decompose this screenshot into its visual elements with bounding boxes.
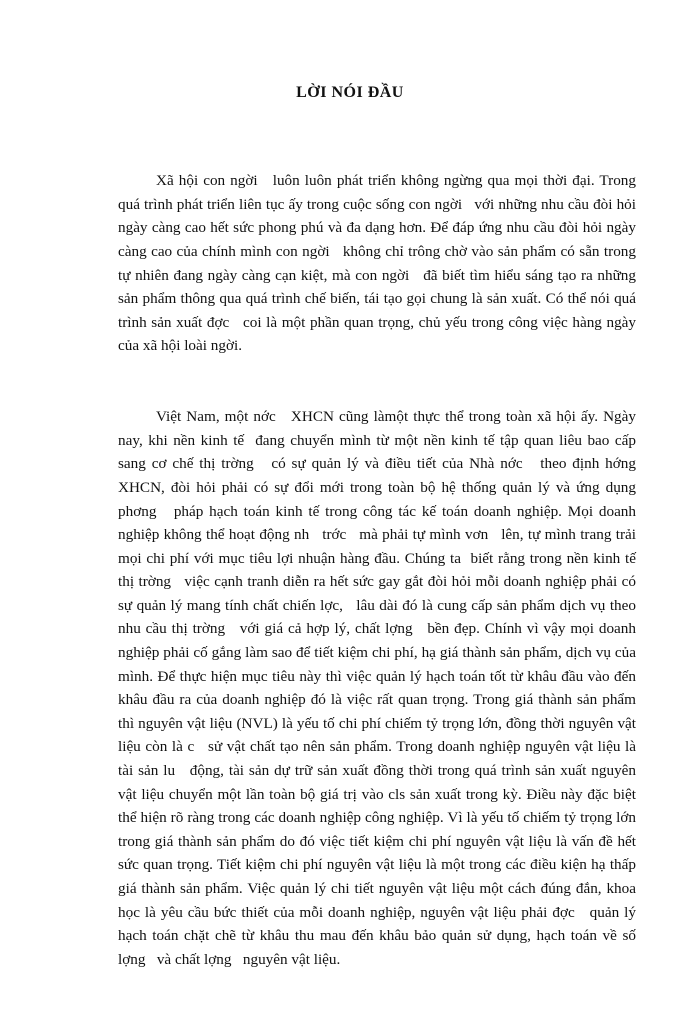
page-title: LỜI NÓI ĐẦU [296, 84, 404, 101]
paragraph-intro: Xã hội con ngời luôn luôn phát triển không ngừng qua mọi thời đại. Trong quá trình phát triển liên tục ấy trong cuộc sống con ngời với những nhu cầu đòi hỏi ngày càng cao hết sức phong phú và đa dạng hơn. Để đáp ứng nhu cầu đòi hỏi ngày càng cao của chính mình con ngời không chỉ trông chờ vào sản phẩm có sẵn trong tự nhiên đang ngày càng cạn kiệt, mà con ngời đã biết tìm hiểu sáng tạo ra những sản phẩm thông qua quá trình chế biến, tái tạo gọi chung là sản xuất. Có thể nói quá trình sản xuất đợc coi là một phần quan trọng, chủ yếu trong công việc hàng ngày của xã hội loài ngời. [118, 172, 640, 355]
paragraph-vietnam: Việt Nam, một nớc XHCN cũng làmột thực thể trong toàn xã hội ấy. Ngày nay, khi nền kinh tế đang chuyển mình từ một nền kinh tế tập quan liêu bao cấp sang cơ chế thị trờng có sự quản lý và điều tiết của Nhà nớc theo định hớng XHCN, đòi hỏi phải có sự đổi mới trong toàn bộ hệ thống quản lý và ứng dụng phơng pháp hạch toán kinh tế trong công tác kế toán doanh nghiệp. Mọi doanh nghiệp không thể hoạt động nh trớc mà phải tự mình vơn lên, tự mình trang trải mọi chi phí với mục tiêu lợi nhuận hàng đầu. Chúng ta biết rằng trong nền kinh tế thị trờng việc cạnh tranh diễn ra hết sức gay gắt đòi hỏi mỗi doanh nghiệp phải có sự quản lý mang tính chất chiến lợc, lâu dài đó là cung cấp sản phẩm dịch vụ theo nhu cầu thị trờng với giá cả hợp lý, chất lợng bền đẹp. Chính vì vậy mọi doanh nghiệp phải cố gắng làm sao để tiết kiệm chi phí, hạ giá thành sản phẩm, dịch vụ của mình. Để thực hiện mục tiêu này thì việc quản lý hạch toán tốt từ khâu đầu vào đến khâu đầu ra của doanh nghiệp đó là việc rất quan trọng. Trong giá thành sản phẩm thì nguyên vật liệu (NVL) là yếu tố chi phí chiếm tỷ trọng lớn, đồng thời nguyên vật liệu còn là c sử vật chất tạo nên sản phẩm. Trong doanh nghiệp nguyên vật liệu là tài sản lu động, tài sản dự trữ sản xuất đồng thời trong quá trình sản xuất nguyên vật liệu chuyển một lần toàn bộ giá trị vào cls sản xuất trong kỳ. Điều này đặc biệt thể hiện rõ ràng trong các doanh nghiệp công nghiệp. Vì là yếu tố chiếm tỷ trọng lớn trong giá thành sản phẩm do đó việc tiết kiệm chi phí nguyên vật liệu là vấn đề hết sức quan trọng. Tiết kiệm chi phí nguyên vật liệu là một trong các điều kiện hạ thấp giá thành sản phẩm. Việc quản lý chi tiết nguyên vật liệu một cách đúng đắn, khoa học là yêu cầu bức thiết của mỗi doanh nghiệp, nguyên vật liệu phải đợc quản lý hạch toán chặt chẽ từ khâu thu mau đến khâu bảo quản sử dụng, hạch toán về số lợng và chất lợng nguyên vật liệu. [118, 408, 648, 968]
document-body [118, 122, 648, 1019]
